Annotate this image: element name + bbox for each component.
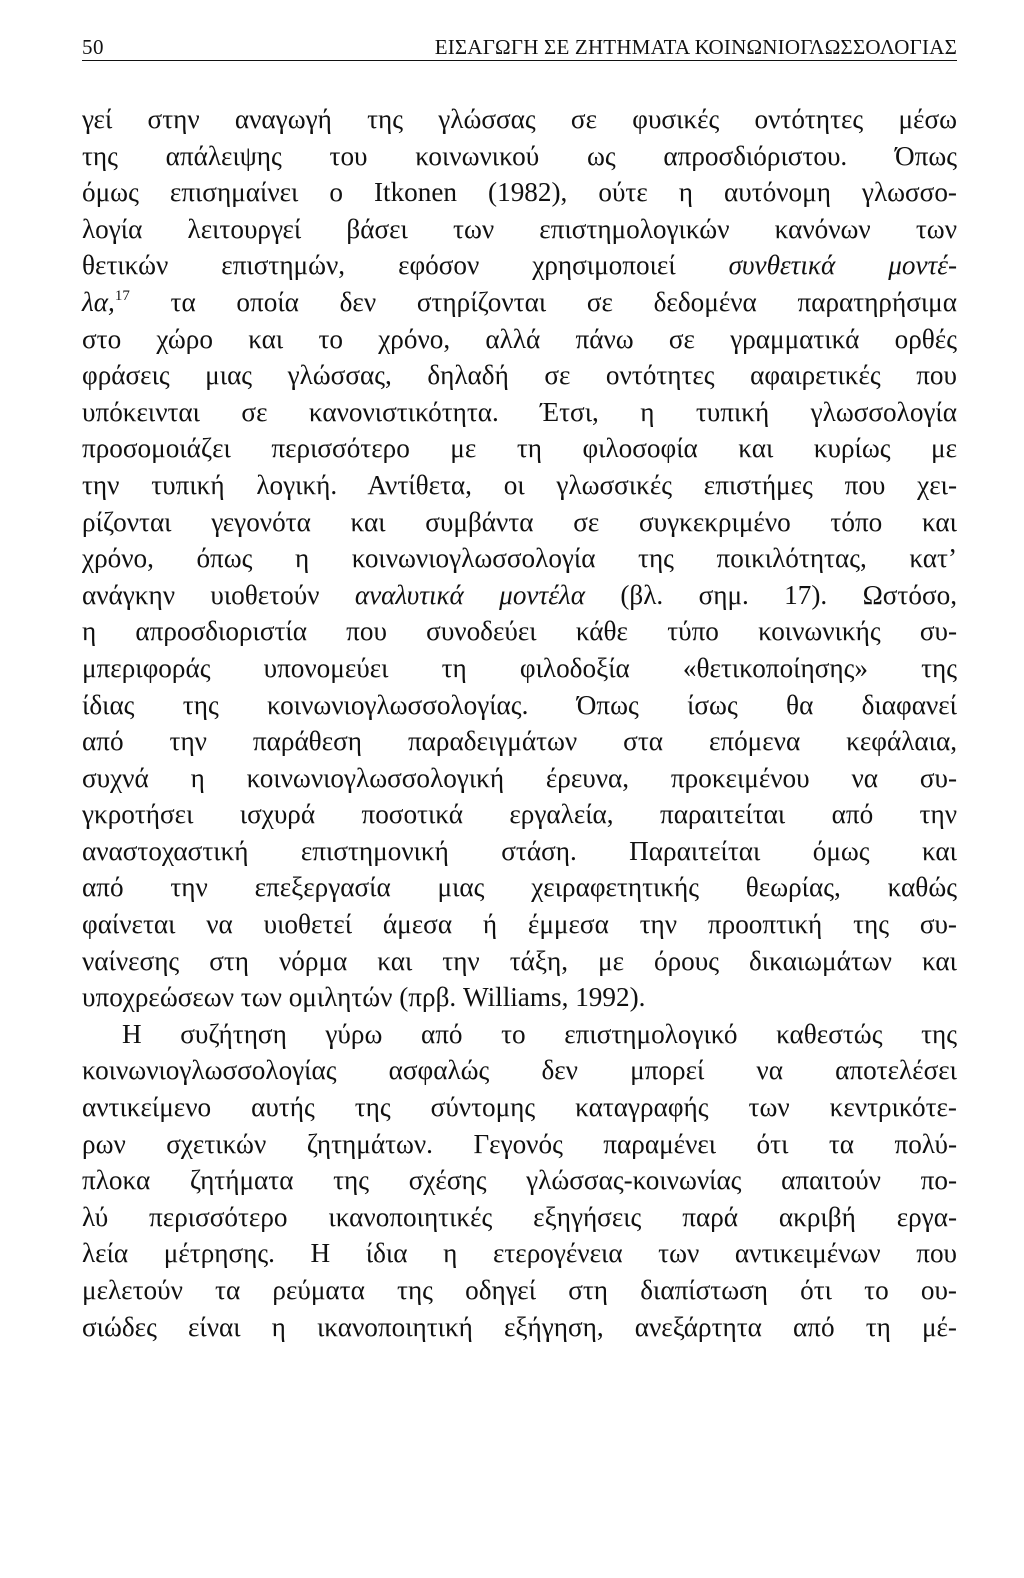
text-line: η απροσδιοριστία που συνοδεύει κάθε τύπο κοινωνικής συ- [82,616,957,647]
italic-term: λα, [82,286,115,317]
text-line: προσομοιάζει περισσότερο με τη φιλοσοφία και κυρίως με [82,433,957,464]
text-line: όμως επισημαίνει ο Itkonen (1982), ούτε η αυτόνομη γλωσσο- [82,177,957,208]
text-line: ρων σχετικών ζητημάτων. Γεγονός παραμένει ότι τα πολύ- [82,1128,957,1159]
text-line: από την παράθεση παραδειγμάτων στα επόμενα κεφάλαια, [82,726,957,757]
text-run: ανάγκην υιοθετούν [82,579,355,610]
text-line: αντικείμενο αυτής της σύντομης καταγραφής των κεντρικότε- [82,1092,957,1123]
text-line [82,247,957,284]
text-run: (βλ. σημ. 17). Ωστόσο, [584,579,957,610]
text-line: ναίνεσης στη νόρμα και την τάξη, με όρους δικαιωμάτων και [82,945,957,976]
text-line: σιώδες είναι η ικανοποιητική εξήγηση, ανεξάρτητα από τη μέ- [82,1311,957,1342]
text-line: κοινωνιογλωσσολογίας ασφαλώς δεν μπορεί να αποτελέσει [82,1055,957,1086]
text-line: γεί στην αναγωγή της γλώσσας σε φυσικές οντότητες μέσω [82,104,957,134]
footnote-marker: 17 [114,287,130,304]
text-line: την τυπική λογική. Αντίθετα, οι γλωσσικές επιστήμες που χει- [82,469,957,500]
text-line: γκροτήσει ισχυρά ποσοτικά εργαλεία, παραιτείται από την [82,799,957,830]
book-page [82,30,957,1345]
text-line: λεία μέτρησης. Η ίδια η ετερογένεια των αντικειμένων που [82,1238,957,1269]
text-line: χρόνο, όπως η κοινωνιογλωσσολογία της ποικιλότητας, κατ’ [82,543,957,574]
page-header [82,30,957,61]
text-line: συχνά η κοινωνιογλωσσολογική έρευνα, προκειμένου να συ- [82,762,957,793]
italic-term: συνθετικά μοντέ- [728,250,958,281]
text-line: μπεριφοράς υπονομεύει τη φιλοδοξία «θετικοποίησης» της [82,652,957,683]
text-line: Η συζήτηση γύρω από το επιστημολογικό καθεστώς της [122,1018,957,1049]
text-line: ρίζονται γεγονότα και συμβάντα σε συγκεκριμένο τόπο και [82,506,957,537]
text-line: μελετούν τα ρεύματα της οδηγεί στη διαπίστωση ότι το ου- [82,1275,957,1305]
text-line: από την επεξεργασία μιας χειραφετητικής θεωρίας, καθώς [82,872,957,903]
text-line: της απάλειψης του κοινωνικού ως απροσδιόριστου. Όπως [82,140,957,171]
text-run: θετικών επιστημών, εφόσον χρησιμοποιεί [82,250,729,281]
page-number: 50 [82,35,104,59]
text-line [82,577,957,614]
text-line: αναστοχαστική επιστημονική στάση. Παραιτείται όμως και [82,835,957,866]
text-line [82,284,957,321]
text-line: λύ περισσότερο ικανοποιητικές εξηγήσεις παρά ακριβή εργα- [82,1201,957,1232]
text-line: ίδιας της κοινωνιογλωσσολογίας. Όπως ίσως θα διαφανεί [82,689,957,720]
running-title: ΕΙΣΑΓΩΓΗ ΣΕ ΖΗΤΗΜΑΤΑ ΚΟΙΝΩΝΙΟΓΛΩΣΣΟΛΟΓΙΑΣ [434,35,957,59]
text-line: πλοκα ζητήματα της σχέσης γλώσσας-κοινωνίας απαιτούν πο- [82,1165,957,1196]
text-line: στο χώρο και το χρόνο, αλλά πάνω σε γραμματικά ορθές [82,323,957,354]
text-line: υπόκεινται σε κανονιστικότητα. Έτσι, η τυπική γλωσσολογία [82,396,957,427]
text-line: φράσεις μιας γλώσσας, δηλαδή σε οντότητες αφαιρετικές που [82,360,957,391]
text-line: λογία λειτουργεί βάσει των επιστημολογικών κανόνων των [82,213,957,244]
body-text [82,101,957,1345]
text-line: υποχρεώσεων των ομιλητών (πρβ. Williams, 1992). [82,982,646,1013]
text-line: φαίνεται να υιοθετεί άμεσα ή έμμεσα την προοπτική της συ- [82,909,957,940]
italic-term: αναλυτικά μοντέλα [354,579,585,610]
text-run: τα οποία δεν στηρίζονται σε δεδομένα παρατηρήσιμα [129,286,957,317]
